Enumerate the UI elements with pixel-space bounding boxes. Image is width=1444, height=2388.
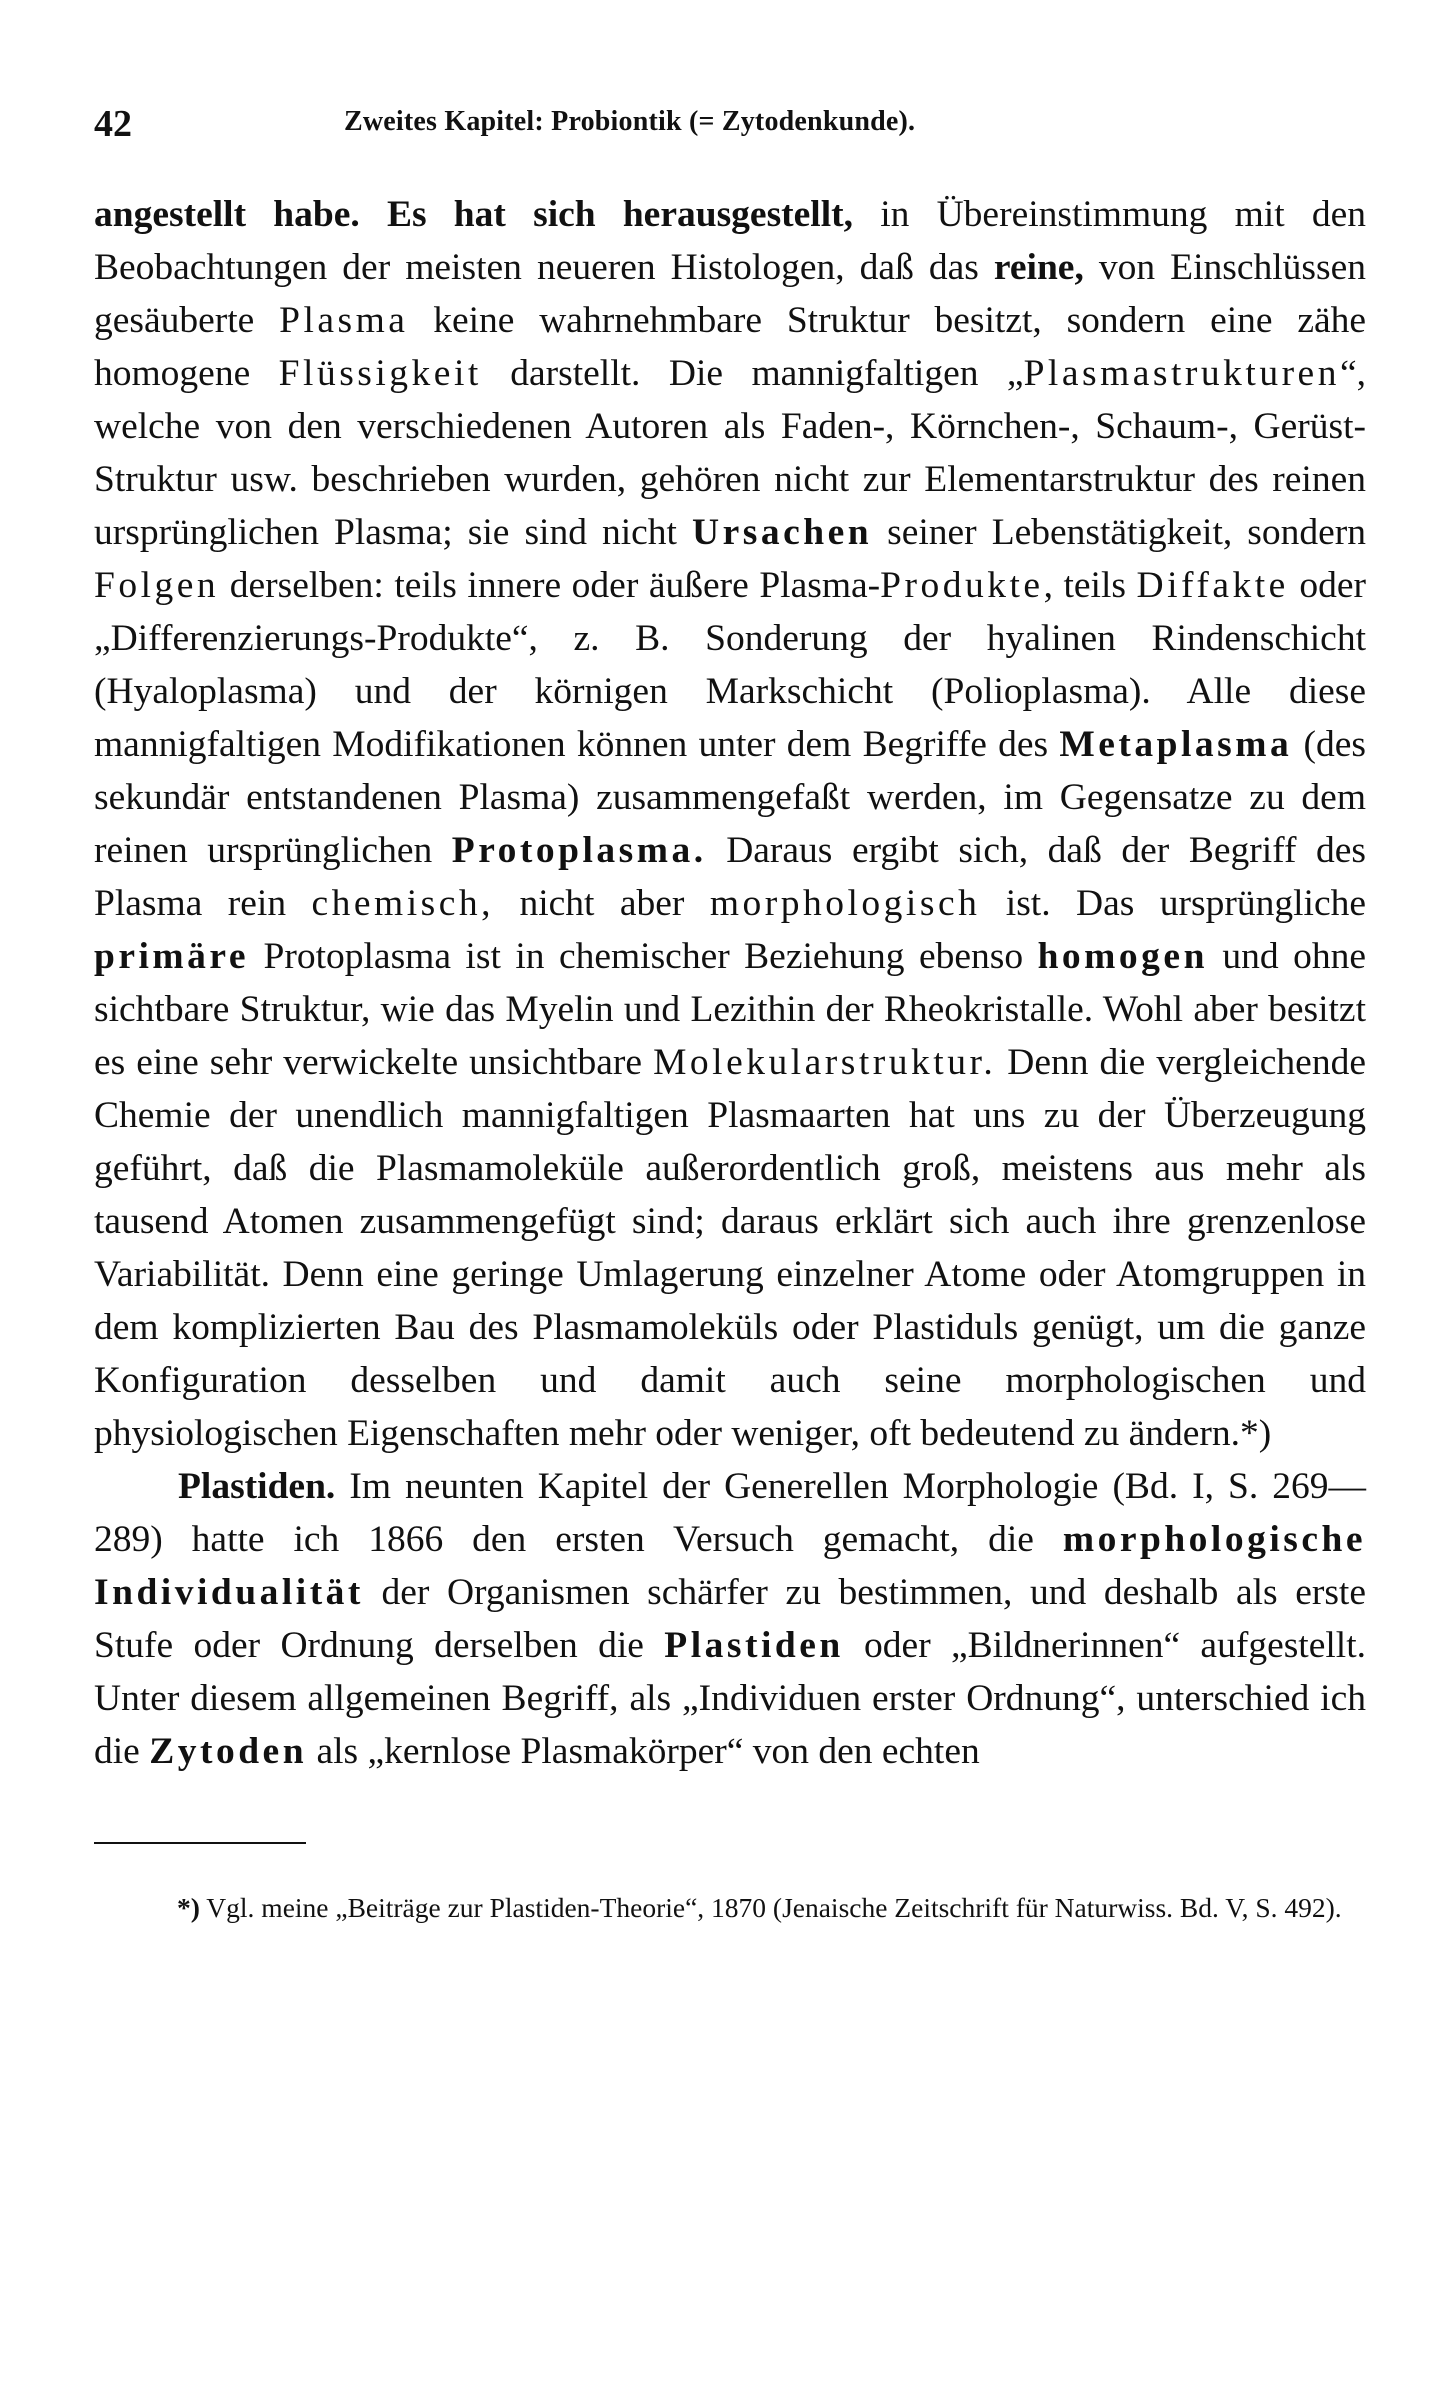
text-run: reine, [993, 247, 1084, 288]
text-run: angestellt habe. Es hat sich herausgestellt, [94, 194, 853, 235]
running-title: Zweites Kapitel: Probiontik (= Zytodenkunde). [344, 106, 916, 137]
footnote-mark: *) [177, 1892, 200, 1923]
text-run: nicht aber [494, 883, 710, 924]
text-run: , teils [1043, 565, 1137, 606]
text-run: Plastiden. [178, 1466, 336, 1507]
text-run: Plasmastrukturen [1023, 353, 1340, 394]
text-run: “, welche von den verschiedenen Autoren als Faden-, Körnchen-, Schaum-, Gerüst-Struktur usw. beschrieben wurden, gehören nicht zur Elementarstruktur des reinen ursprünglichen Plasma; sie sind nicht [94, 353, 1366, 553]
text-run: chemisch, [311, 883, 495, 924]
text-run: als „kernlose Plasmakörper“ von den echten [307, 1731, 980, 1772]
body-text [94, 188, 1366, 1778]
text-run: seiner Lebenstätigkeit, sondern [872, 512, 1367, 553]
text-run: (des sekundär entstandenen Plasma) zusammengefaßt werden, im Gegensatze zu dem reinen ursprünglichen [94, 724, 1366, 871]
paragraph-plasma [94, 188, 1366, 1460]
text-run: Protoplasma ist in chemischer Beziehung ebenso [249, 936, 1038, 977]
footnote [94, 1886, 1366, 1930]
text-run: Folgen [94, 565, 220, 606]
text-run: morphologisch [709, 883, 981, 924]
text-run: in Übereinstimmung mit den Beobachtungen der meisten neueren Histologen, daß das [94, 194, 1366, 288]
text-run: und ohne sichtbare Struktur, wie das Myelin und Lezithin der Rheokristalle. Wohl aber besitzt es eine sehr verwickelte unsichtbare [94, 936, 1366, 1083]
footnote-rule [94, 1842, 306, 1844]
text-run: oder „Bildnerinnen“ aufgestellt. Unter diesem allgemeinen Begriff, als „Individuen erster Ordnung“, unterschied ich die [94, 1625, 1366, 1772]
text-run: Protoplasma. [451, 830, 707, 871]
text-run: oder „Differenzierungs-Produkte“, z. B. Sonderung der hyalinen Rindenschicht (Hyaloplasma) und der körnigen Markschicht (Polioplasma). Alle diese mannigfaltigen Modifikationen können unter dem Begriffe des [94, 565, 1366, 765]
text-run: Flüssigkeit [278, 353, 482, 394]
text-run: von Einschlüssen gesäuberte [94, 247, 1366, 341]
text-run: Molekularstruktur. [653, 1042, 997, 1083]
text-run: der Organismen schärfer zu bestimmen, und deshalb als erste Stufe oder Ordnung derselben die [94, 1572, 1366, 1666]
text-run: primäre [94, 936, 250, 977]
text-run: Plastiden [664, 1625, 844, 1666]
text-run: Zytoden [149, 1731, 308, 1772]
text-run: Produkte [880, 565, 1044, 606]
text-run: derselben: teils innere oder äußere Plasma- [219, 565, 881, 606]
text-run: Plasma [279, 300, 409, 341]
text-run: Denn die vergleichende Chemie der unendlich mannigfaltigen Plasmaarten hat uns zu der Überzeugung geführt, daß die Plasmamoleküle außerordentlich groß, meistens aus mehr als tausend Atomen zusammengefügt sind; daraus erklärt sich auch ihre grenzenlose Variabilität. Denn eine geringe Umlagerung einzelner Atome oder Atomgruppen in dem komplizierten Bau des Plasmamoleküls oder Plastiduls genügt, um die ganze Konfiguration desselben und damit auch seine morphologischen und physiologischen Eigenschaften mehr oder weniger, oft bedeutend zu ändern.*) [94, 1042, 1366, 1454]
text-run: Daraus ergibt sich, daß der Begriff des Plasma rein [94, 830, 1366, 924]
text-run: homogen [1037, 936, 1208, 977]
text-run: ist. Das ursprüngliche [980, 883, 1366, 924]
text-run: keine wahrnehmbare Struktur besitzt, sondern eine zähe homogene [94, 300, 1367, 394]
text-run: Im neunten Kapitel der Generellen Morphologie (Bd. I, S. 269—289) hatte ich 1866 den ersten Versuch gemacht, die [94, 1466, 1366, 1560]
page-number: 42 [94, 103, 132, 145]
text-run: Ursachen [692, 512, 873, 553]
text-run: Diffakte [1136, 565, 1289, 606]
paragraph-plastiden [94, 1460, 1366, 1778]
text-run: Metaplasma [1059, 724, 1293, 765]
text-run: darstellt. Die mannigfaltigen „ [481, 353, 1024, 394]
text-run: morphologische Individualität [94, 1519, 1366, 1613]
footnote-text: Vgl. meine „Beiträge zur Plastiden-Theorie“, 1870 (Jenaische Zeitschrift für Naturwiss. Bd. V, S. 492). [199, 1892, 1342, 1923]
running-head [94, 88, 1366, 148]
